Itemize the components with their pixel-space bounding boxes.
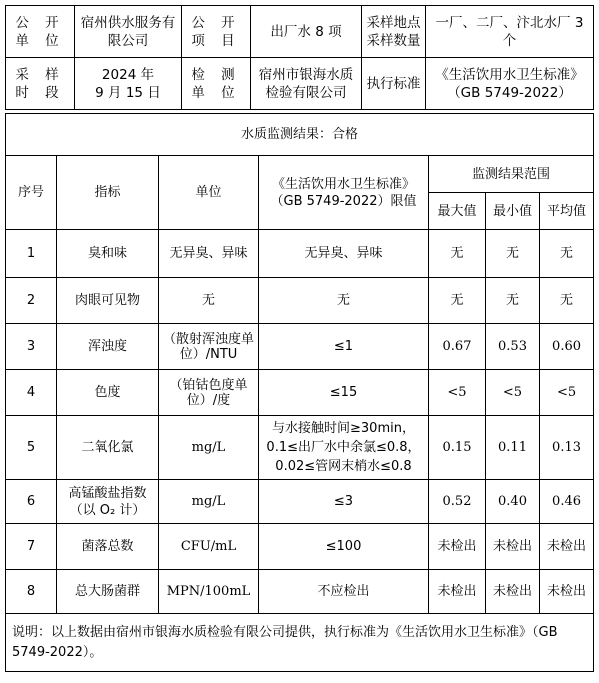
- row-unit: （散射浑浊度单位）/NTU: [159, 324, 259, 370]
- publish-unit-value: 宿州供水服务有限公司: [75, 6, 182, 58]
- row-max: 未检出: [429, 570, 486, 614]
- info-row-2: [6, 58, 594, 110]
- row-no: 3: [6, 324, 57, 370]
- row-max: 0.67: [429, 324, 486, 370]
- table-row: [6, 480, 594, 524]
- publish-item-value: 出厂水 8 项: [251, 6, 362, 58]
- row-min: 无: [486, 278, 540, 324]
- sample-location-value: 一厂、二厂、汴北水厂 3 个: [426, 6, 594, 58]
- row-avg: 未检出: [540, 524, 594, 570]
- header-limit: 《生活饮用水卫生标准》（GB 5749-2022）限值: [259, 156, 429, 230]
- row-indicator: 总大肠菌群: [57, 570, 159, 614]
- sample-location-label: 采样地点采样数量: [362, 6, 426, 58]
- row-min: 0.40: [486, 480, 540, 524]
- result-title: 水质监测结果：合格: [6, 114, 594, 156]
- table-row: [6, 370, 594, 416]
- table-row: [6, 324, 594, 370]
- header-min: 最小值: [486, 193, 540, 230]
- header-row-1: [6, 156, 594, 193]
- row-min: 未检出: [486, 524, 540, 570]
- row-limit: 无异臭、异味: [259, 230, 429, 278]
- row-limit: ≤15: [259, 370, 429, 416]
- row-limit: ≤100: [259, 524, 429, 570]
- testing-unit-label: 检 测 单 位: [182, 58, 251, 110]
- standard-value: 《生活饮用水卫生标准》（GB 5749-2022）: [426, 58, 594, 110]
- header-no: 序号: [6, 156, 57, 230]
- table-row: [6, 278, 594, 324]
- row-avg: 0.13: [540, 416, 594, 480]
- results-table: [5, 113, 594, 672]
- row-unit: CFU/mL: [159, 524, 259, 570]
- row-max: 0.15: [429, 416, 486, 480]
- row-no: 5: [6, 416, 57, 480]
- sampling-period-label: 采 样 时 段: [6, 58, 75, 110]
- row-max: 0.52: [429, 480, 486, 524]
- row-limit: ≤3: [259, 480, 429, 524]
- row-max: <5: [429, 370, 486, 416]
- row-max: 无: [429, 278, 486, 324]
- row-avg: 0.46: [540, 480, 594, 524]
- row-limit: ≤1: [259, 324, 429, 370]
- note-row: [6, 614, 594, 672]
- row-avg: 未检出: [540, 570, 594, 614]
- row-unit: （铂钴色度单位）/度: [159, 370, 259, 416]
- row-unit: 无: [159, 278, 259, 324]
- row-indicator: 肉眼可见物: [57, 278, 159, 324]
- header-max: 最大值: [429, 193, 486, 230]
- row-limit: 与水接触时间≥30min，0.1≤出厂水中余氯≤0.8，0.02≤管网末梢水≤0.8: [259, 416, 429, 480]
- row-avg: <5: [540, 370, 594, 416]
- row-no: 4: [6, 370, 57, 416]
- row-indicator: 高锰酸盐指数（以 O₂ 计）: [57, 480, 159, 524]
- row-min: <5: [486, 370, 540, 416]
- header-unit: 单位: [159, 156, 259, 230]
- row-min: 0.53: [486, 324, 540, 370]
- row-max: 无: [429, 230, 486, 278]
- table-row: [6, 416, 594, 480]
- row-avg: 无: [540, 230, 594, 278]
- publish-unit-label: 公 开 单 位: [6, 6, 75, 58]
- table-row: [6, 570, 594, 614]
- header-avg: 平均值: [540, 193, 594, 230]
- row-no: 6: [6, 480, 57, 524]
- row-indicator: 臭和味: [57, 230, 159, 278]
- table-row: [6, 230, 594, 278]
- testing-unit-value: 宿州市银海水质检验有限公司: [251, 58, 362, 110]
- publish-item-label: 公 开 项 目: [182, 6, 251, 58]
- row-unit: 无异臭、异味: [159, 230, 259, 278]
- header-range: 监测结果范围: [429, 156, 594, 193]
- row-no: 7: [6, 524, 57, 570]
- row-avg: 无: [540, 278, 594, 324]
- row-indicator: 菌落总数: [57, 524, 159, 570]
- table-row: [6, 524, 594, 570]
- row-min: 0.11: [486, 416, 540, 480]
- row-indicator: 浑浊度: [57, 324, 159, 370]
- row-min: 无: [486, 230, 540, 278]
- info-table: [5, 5, 594, 110]
- row-unit: mg/L: [159, 480, 259, 524]
- sampling-period-value: 2024 年 9 月 15 日: [75, 58, 182, 110]
- row-limit: 无: [259, 278, 429, 324]
- row-no: 2: [6, 278, 57, 324]
- row-avg: 0.60: [540, 324, 594, 370]
- standard-label: 执行标准: [362, 58, 426, 110]
- row-indicator: 二氧化氯: [57, 416, 159, 480]
- row-no: 8: [6, 570, 57, 614]
- row-min: 未检出: [486, 570, 540, 614]
- note-text: 说明：以上数据由宿州市银海水质检验有限公司提供，执行标准为《生活饮用水卫生标准》（GB 5749-2022）。: [6, 614, 594, 672]
- row-no: 1: [6, 230, 57, 278]
- info-row-1: [6, 6, 594, 58]
- row-limit: 不应检出: [259, 570, 429, 614]
- result-title-row: [6, 114, 594, 156]
- row-indicator: 色度: [57, 370, 159, 416]
- row-unit: mg/L: [159, 416, 259, 480]
- header-indicator: 指标: [57, 156, 159, 230]
- row-unit: MPN/100mL: [159, 570, 259, 614]
- row-max: 未检出: [429, 524, 486, 570]
